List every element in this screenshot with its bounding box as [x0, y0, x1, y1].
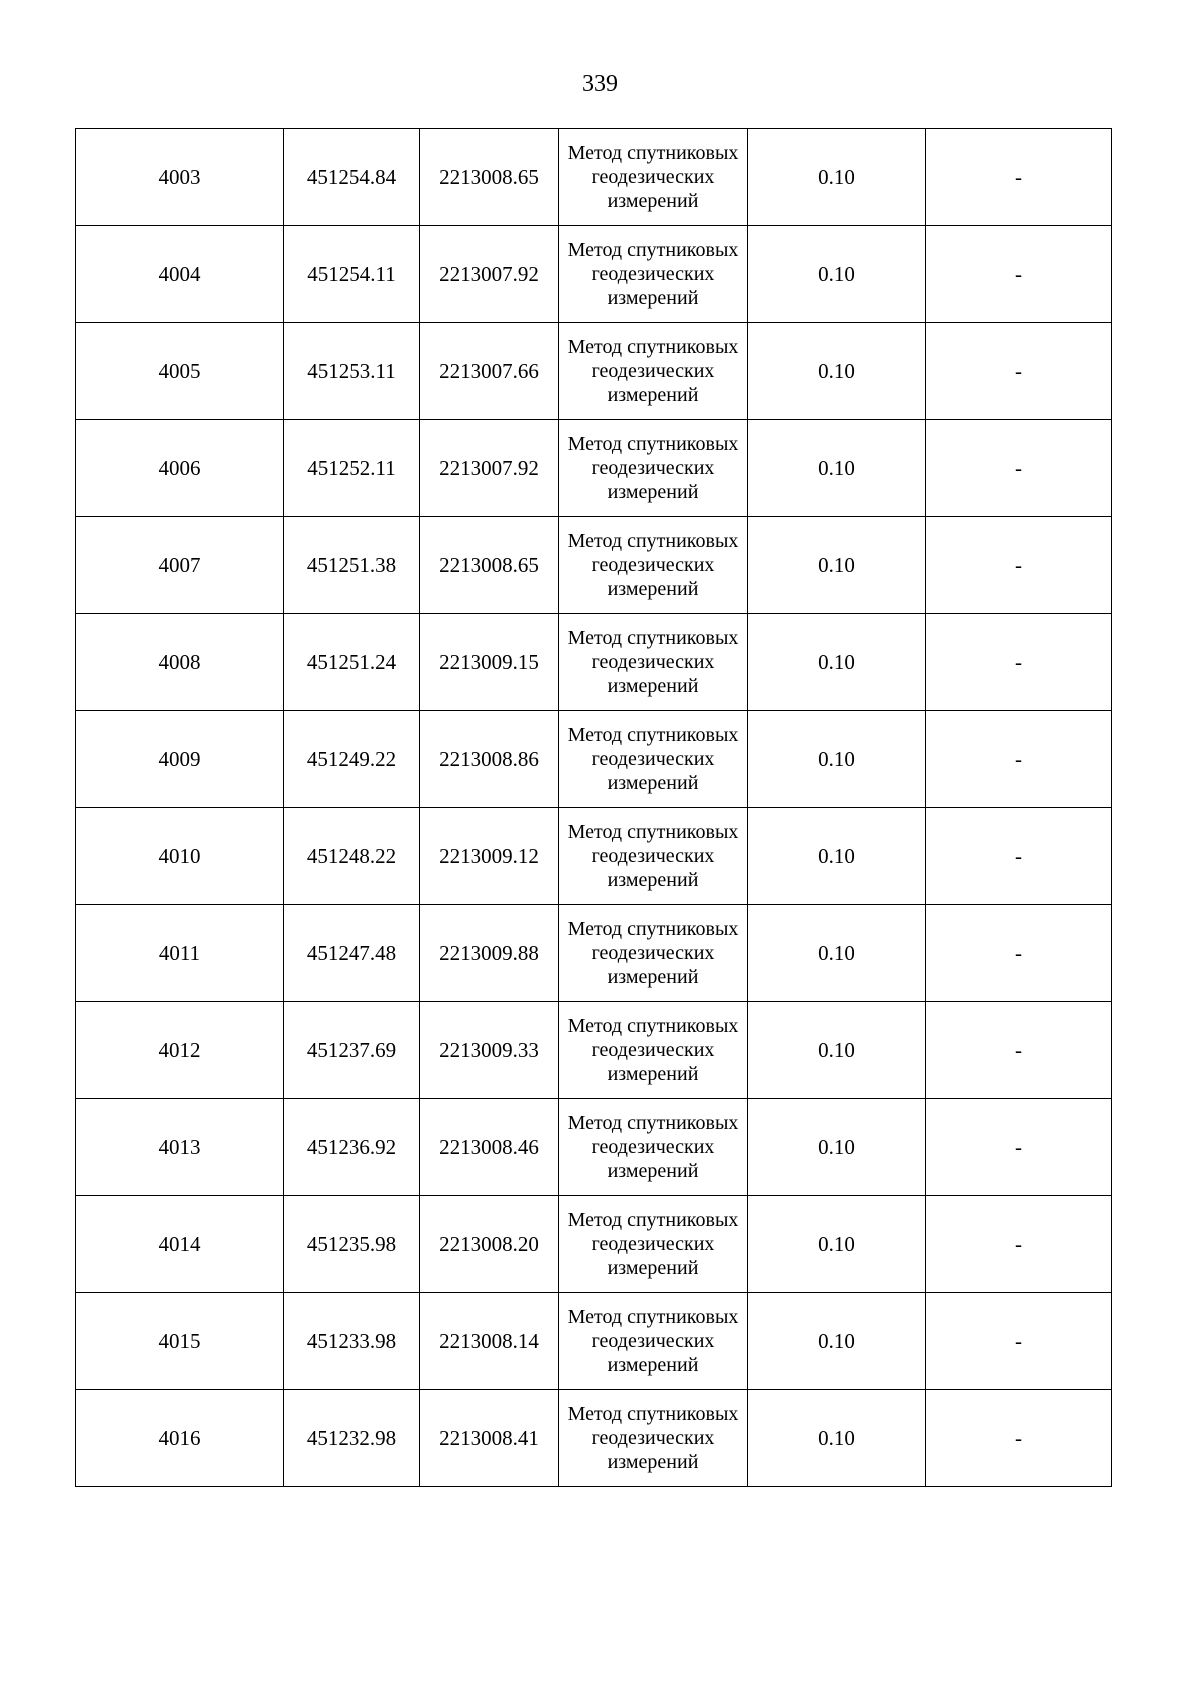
table-row	[76, 129, 1112, 226]
table-row	[76, 1002, 1112, 1099]
note-cell: -	[926, 1002, 1112, 1099]
y-coordinate-cell: 2213008.86	[420, 711, 559, 808]
x-coordinate-cell: 451254.84	[284, 129, 420, 226]
table-row	[76, 226, 1112, 323]
note-cell: -	[926, 129, 1112, 226]
x-coordinate-cell: 451253.11	[284, 323, 420, 420]
note-cell: -	[926, 420, 1112, 517]
coordinates-table-body	[76, 129, 1112, 1487]
accuracy-cell: 0.10	[748, 1390, 926, 1487]
coordinates-table	[75, 128, 1112, 1487]
x-coordinate-cell: 451236.92	[284, 1099, 420, 1196]
method-cell: Метод спутниковых геодезических измерений	[559, 808, 748, 905]
table-row	[76, 1099, 1112, 1196]
x-coordinate-cell: 451247.48	[284, 905, 420, 1002]
y-coordinate-cell: 2213007.66	[420, 323, 559, 420]
point-number-cell: 4012	[76, 1002, 284, 1099]
point-number-cell: 4007	[76, 517, 284, 614]
x-coordinate-cell: 451251.24	[284, 614, 420, 711]
note-cell: -	[926, 1099, 1112, 1196]
y-coordinate-cell: 2213008.20	[420, 1196, 559, 1293]
note-cell: -	[926, 517, 1112, 614]
accuracy-cell: 0.10	[748, 420, 926, 517]
x-coordinate-cell: 451251.38	[284, 517, 420, 614]
y-coordinate-cell: 2213009.88	[420, 905, 559, 1002]
accuracy-cell: 0.10	[748, 226, 926, 323]
accuracy-cell: 0.10	[748, 517, 926, 614]
method-cell: Метод спутниковых геодезических измерений	[559, 614, 748, 711]
y-coordinate-cell: 2213009.15	[420, 614, 559, 711]
accuracy-cell: 0.10	[748, 1293, 926, 1390]
method-cell: Метод спутниковых геодезических измерений	[559, 129, 748, 226]
point-number-cell: 4009	[76, 711, 284, 808]
method-cell: Метод спутниковых геодезических измерений	[559, 905, 748, 1002]
point-number-cell: 4003	[76, 129, 284, 226]
y-coordinate-cell: 2213007.92	[420, 420, 559, 517]
point-number-cell: 4014	[76, 1196, 284, 1293]
point-number-cell: 4013	[76, 1099, 284, 1196]
accuracy-cell: 0.10	[748, 711, 926, 808]
table-row	[76, 905, 1112, 1002]
page-number: 339	[582, 71, 618, 97]
x-coordinate-cell: 451235.98	[284, 1196, 420, 1293]
table-row	[76, 808, 1112, 905]
table-row	[76, 517, 1112, 614]
method-cell: Метод спутниковых геодезических измерений	[559, 420, 748, 517]
table-row	[76, 420, 1112, 517]
note-cell: -	[926, 614, 1112, 711]
y-coordinate-cell: 2213008.65	[420, 129, 559, 226]
point-number-cell: 4015	[76, 1293, 284, 1390]
note-cell: -	[926, 808, 1112, 905]
accuracy-cell: 0.10	[748, 323, 926, 420]
note-cell: -	[926, 323, 1112, 420]
table-row	[76, 614, 1112, 711]
note-cell: -	[926, 1390, 1112, 1487]
y-coordinate-cell: 2213008.65	[420, 517, 559, 614]
point-number-cell: 4005	[76, 323, 284, 420]
point-number-cell: 4004	[76, 226, 284, 323]
accuracy-cell: 0.10	[748, 614, 926, 711]
point-number-cell: 4006	[76, 420, 284, 517]
method-cell: Метод спутниковых геодезических измерений	[559, 1390, 748, 1487]
table-row	[76, 1196, 1112, 1293]
accuracy-cell: 0.10	[748, 808, 926, 905]
method-cell: Метод спутниковых геодезических измерений	[559, 1002, 748, 1099]
accuracy-cell: 0.10	[748, 129, 926, 226]
method-cell: Метод спутниковых геодезических измерений	[559, 1099, 748, 1196]
x-coordinate-cell: 451254.11	[284, 226, 420, 323]
method-cell: Метод спутниковых геодезических измерений	[559, 323, 748, 420]
method-cell: Метод спутниковых геодезических измерений	[559, 1196, 748, 1293]
accuracy-cell: 0.10	[748, 1099, 926, 1196]
y-coordinate-cell: 2213008.46	[420, 1099, 559, 1196]
note-cell: -	[926, 1293, 1112, 1390]
accuracy-cell: 0.10	[748, 1002, 926, 1099]
point-number-cell: 4010	[76, 808, 284, 905]
note-cell: -	[926, 711, 1112, 808]
y-coordinate-cell: 2213008.41	[420, 1390, 559, 1487]
note-cell: -	[926, 226, 1112, 323]
method-cell: Метод спутниковых геодезических измерений	[559, 711, 748, 808]
point-number-cell: 4016	[76, 1390, 284, 1487]
table-row	[76, 711, 1112, 808]
table-row	[76, 1293, 1112, 1390]
note-cell: -	[926, 905, 1112, 1002]
x-coordinate-cell: 451233.98	[284, 1293, 420, 1390]
accuracy-cell: 0.10	[748, 1196, 926, 1293]
x-coordinate-cell: 451232.98	[284, 1390, 420, 1487]
table-row	[76, 1390, 1112, 1487]
method-cell: Метод спутниковых геодезических измерений	[559, 226, 748, 323]
y-coordinate-cell: 2213009.12	[420, 808, 559, 905]
x-coordinate-cell: 451249.22	[284, 711, 420, 808]
y-coordinate-cell: 2213008.14	[420, 1293, 559, 1390]
table-row	[76, 323, 1112, 420]
accuracy-cell: 0.10	[748, 905, 926, 1002]
x-coordinate-cell: 451237.69	[284, 1002, 420, 1099]
y-coordinate-cell: 2213007.92	[420, 226, 559, 323]
x-coordinate-cell: 451252.11	[284, 420, 420, 517]
point-number-cell: 4011	[76, 905, 284, 1002]
x-coordinate-cell: 451248.22	[284, 808, 420, 905]
method-cell: Метод спутниковых геодезических измерений	[559, 517, 748, 614]
note-cell: -	[926, 1196, 1112, 1293]
point-number-cell: 4008	[76, 614, 284, 711]
method-cell: Метод спутниковых геодезических измерений	[559, 1293, 748, 1390]
y-coordinate-cell: 2213009.33	[420, 1002, 559, 1099]
